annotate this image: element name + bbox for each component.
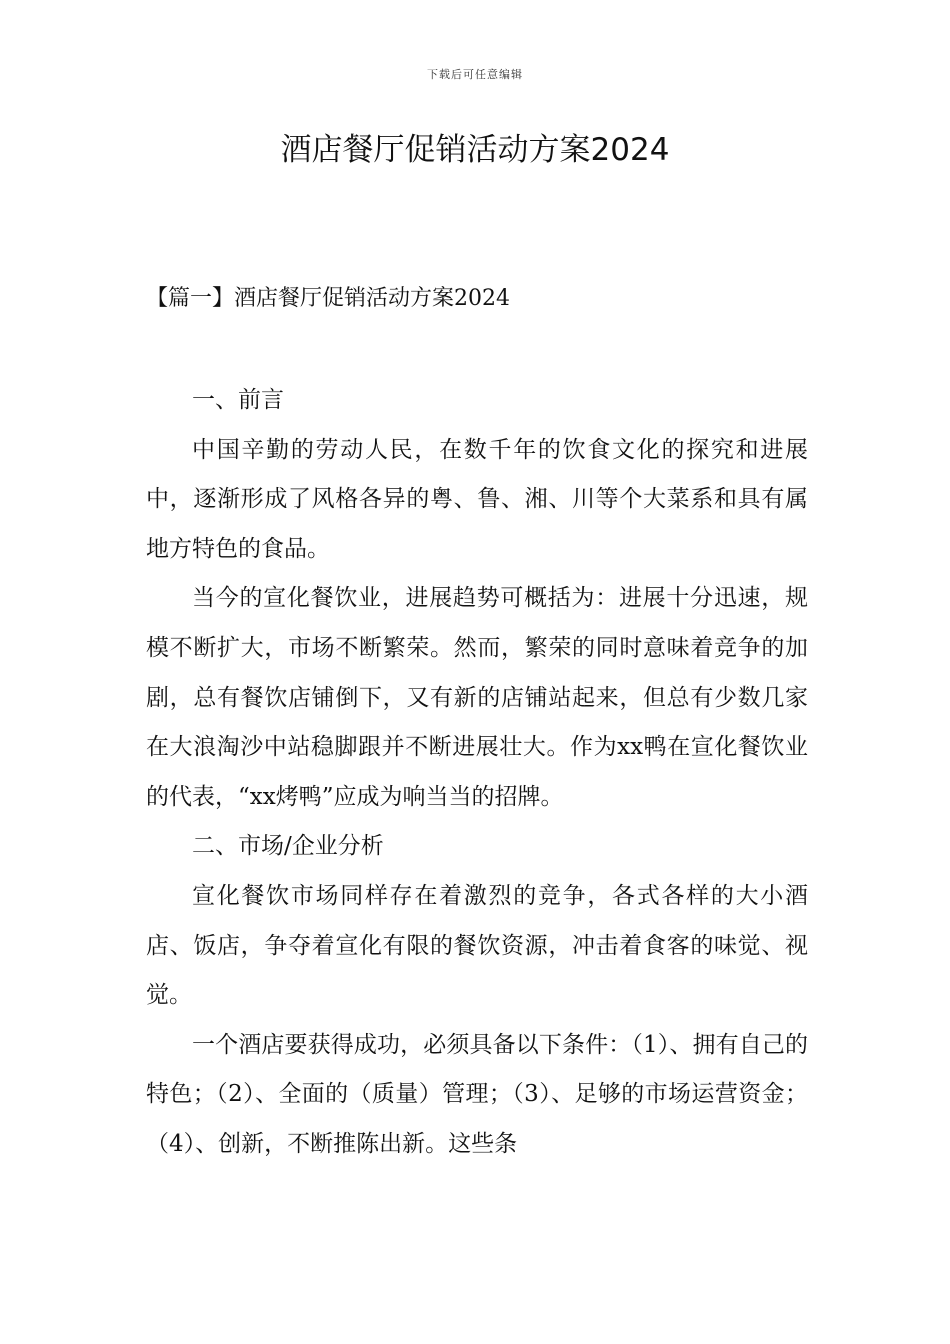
section-heading: 【篇一】酒店餐厅促销活动方案2024: [146, 286, 510, 311]
paragraph: 中国辛勤的劳动人民，在数千年的饮食文化的探究和进展中，逐渐形成了风格各异的粤、鲁、湘、川等个大菜系和具有属地方特色的食品。: [146, 436, 808, 562]
header-note: 下载后可任意编辑: [427, 68, 523, 81]
paragraph: 宣化餐饮市场同样存在着激烈的竞争，各式各样的大小酒店、饭店，争夺着宣化有限的餐饮资源，冲击着食客的味觉、视觉。: [146, 882, 808, 1009]
paragraph: 当今的宣化餐饮业，进展趋势可概括为：进展十分迅速，规模不断扩大，市场不断繁荣。然而，繁荣的同时意味着竞争的加剧，总有餐饮店铺倒下，又有新的店铺站起来，但总有少数几家在大浪淘沙中站稳脚跟并不断进展壮大。作为xx鸭在宣化餐饮业的代表，“xx烤鸭”应成为响当当的招牌。: [146, 585, 808, 810]
subheading-market-analysis: 二、市场/企业分析: [192, 833, 384, 860]
document-title: 酒店餐厅促销活动方案2024: [280, 132, 670, 168]
document-body: [146, 376, 808, 1170]
paragraph: 一个酒店要获得成功，必须具备以下条件：（1）、拥有自己的特色；（2）、全面的（质量）管理；（3）、足够的市场运营资金；（4）、创新，不断推陈出新。这些条: [146, 1031, 808, 1157]
subheading-preface: 一、前言: [192, 387, 284, 413]
